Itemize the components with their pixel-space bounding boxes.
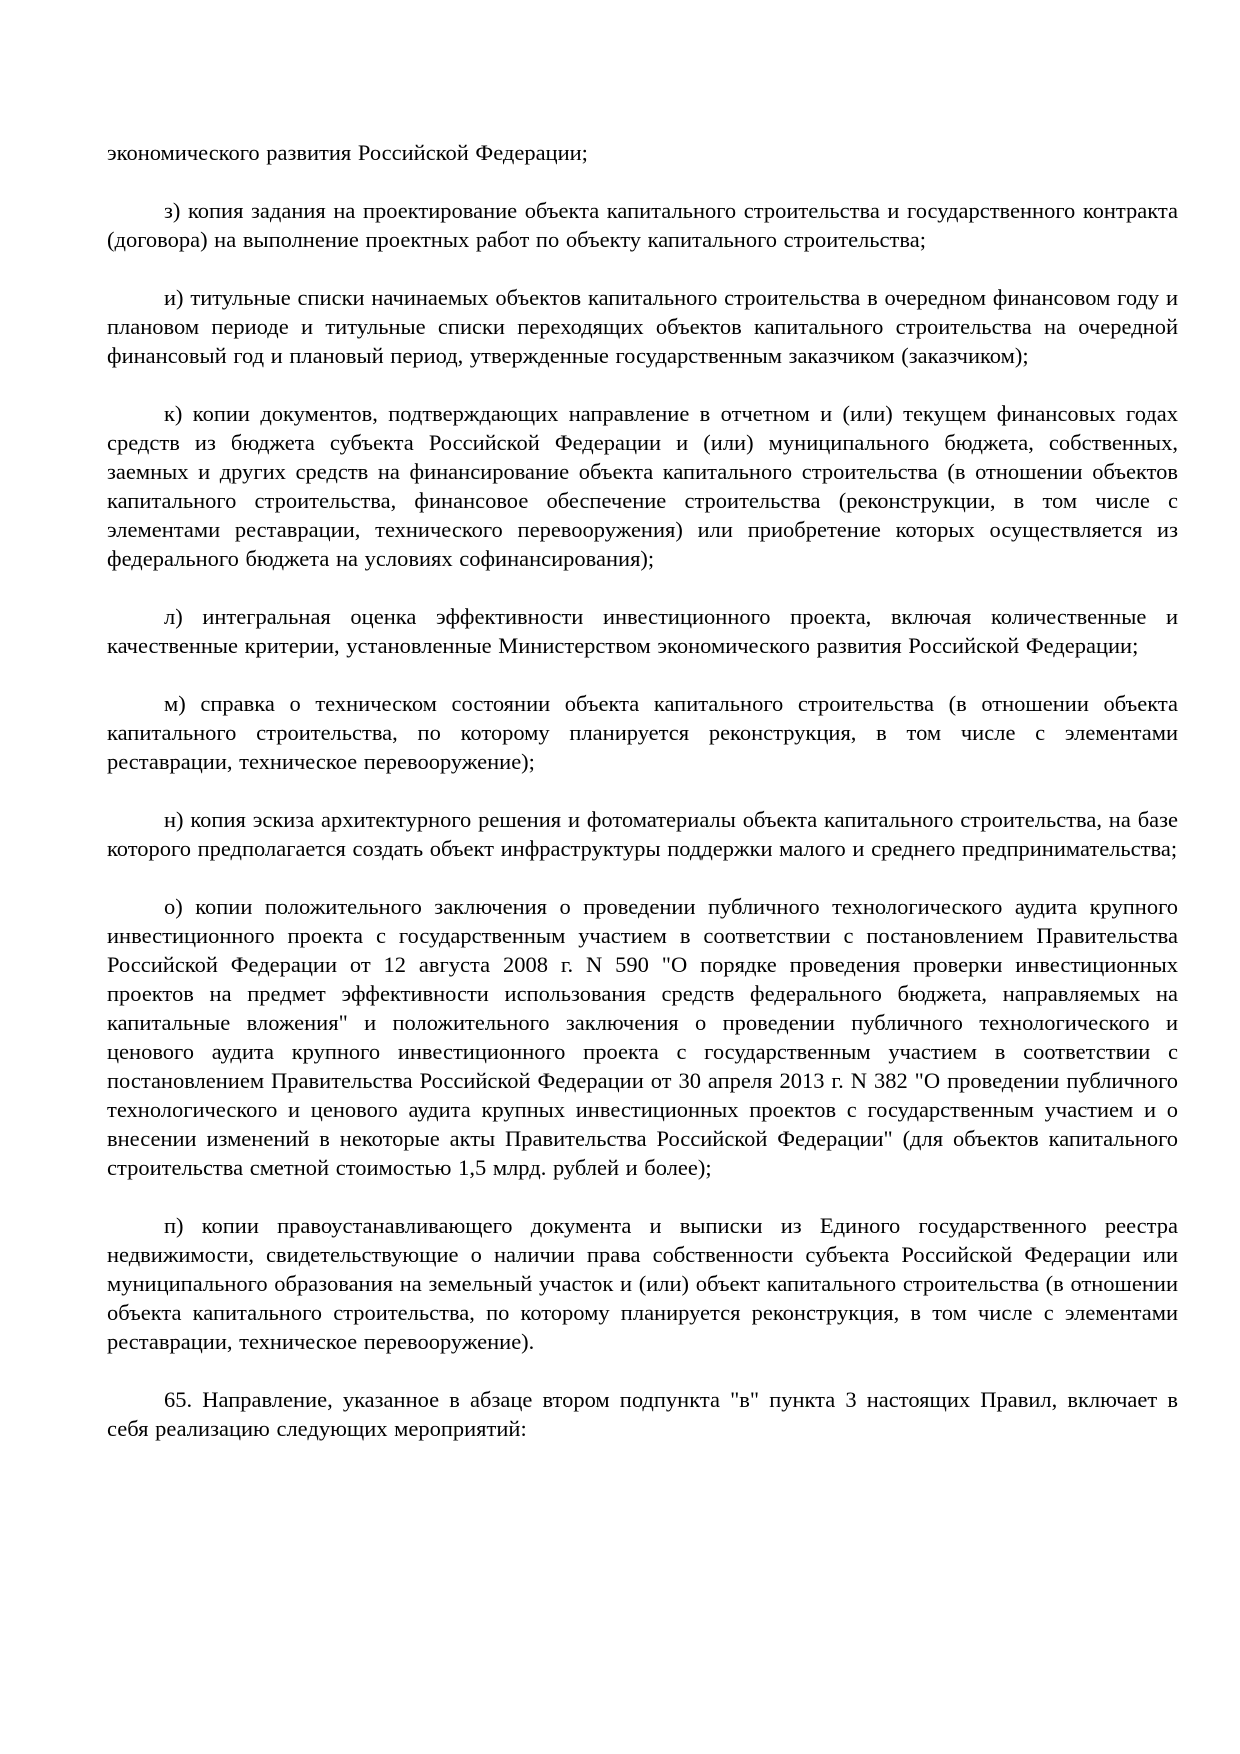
paragraph-item-i: и) титульные списки начинаемых объектов капитального строительства в очередном финансовом году и плановом периоде и титульные списки переходящих объектов капитального строительства на очередной финансовый год и плановый период, утвержденные государственным заказчиком (заказчиком); bbox=[107, 285, 1178, 368]
paragraph-item-o: о) копии положительного заключения о проведении публичного технологического аудита крупного инвестиционного проекта с государственным участием в соответствии с постановлением Правительства Российской Федерации от 12 августа 2008 г. N 590 "О порядке проведения проверки инвестиционных проектов на предмет эффективности использования средств федерального бюджета, направляемых на капитальные вложения" и положительного заключения о проведении публичного технологического и ценового аудита крупного инвестиционного проекта с государственным участием в соответствии с постановлением Правительства Российской Федерации от 30 апреля 2013 г. N 382 "О проведении публичного технологического и ценового аудита крупных инвестиционных проектов с государственным участием и о внесении изменений в некоторые акты Правительства Российской Федерации" (для объектов капитального строительства сметной стоимостью 1,5 млрд. рублей и более); bbox=[107, 894, 1178, 1180]
paragraph-item-65: 65. Направление, указанное в абзаце втором подпункта "в" пункта 3 настоящих Правил, включает в себя реализацию следующих мероприятий: bbox=[107, 1387, 1178, 1441]
paragraph-continuation-line: экономического развития Российской Федерации; bbox=[107, 140, 588, 165]
paragraph-item-n: н) копия эскиза архитектурного решения и фотоматериалы объекта капитального строительства, на базе которого предполагается создать объект инфраструктуры поддержки малого и среднего предпринимательства; bbox=[107, 807, 1178, 861]
paragraph-item-z: з) копия задания на проектирование объекта капитального строительства и государственного контракта (договора) на выполнение проектных работ по объекту капитального строительства; bbox=[107, 198, 1178, 252]
paragraph-item-p: п) копии правоустанавливающего документа и выписки из Единого государственного реестра недвижимости, свидетельствующие о наличии права собственности субъекта Российской Федерации или муниципального образования на земельный участок и (или) объект капитального строительства (в отношении объекта капитального строительства, по которому планируется реконструкция, в том числе с элементами реставрации, техническое перевооружение). bbox=[107, 1213, 1178, 1354]
document-text bbox=[107, 138, 1178, 1443]
paragraph-item-k: к) копии документов, подтверждающих направление в отчетном и (или) текущем финансовых годах средств из бюджета субъекта Российской Федерации и (или) муниципального бюджета, собственных, заемных и других средств на финансирование объекта капитального строительства (в отношении объектов капитального строительства, финансовое обеспечение строительства (реконструкции, в том числе с элементами реставрации, технического перевооружения) или приобретение которых осуществляется из федерального бюджета на условиях софинансирования); bbox=[107, 401, 1178, 571]
paragraph-item-l: л) интегральная оценка эффективности инвестиционного проекта, включая количественные и качественные критерии, установленные Министерством экономического развития Российской Федерации; bbox=[107, 604, 1178, 658]
paragraph-item-m: м) справка о техническом состоянии объекта капитального строительства (в отношении объекта капитального строительства, по которому планируется реконструкция, в том числе с элементами реставрации, техническое перевооружение); bbox=[107, 691, 1178, 774]
